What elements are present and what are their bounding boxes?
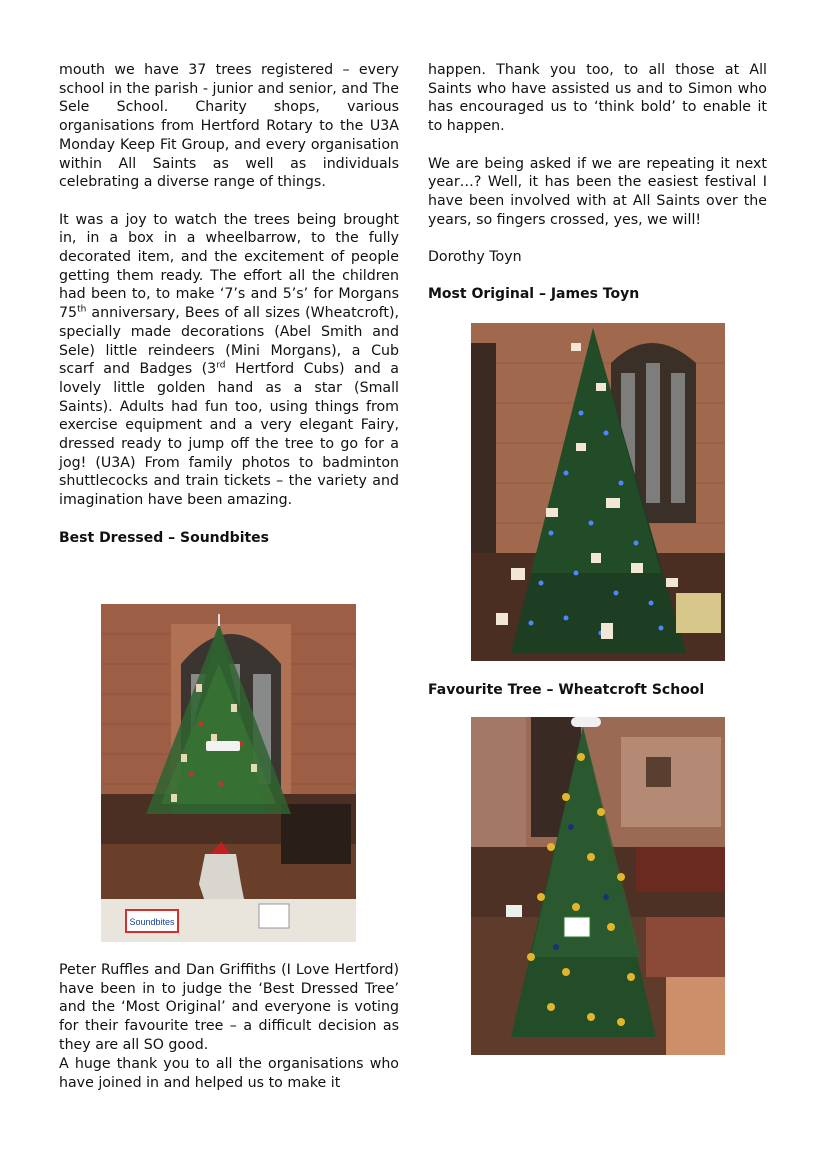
photo-favourite-tree xyxy=(471,717,725,1055)
soundbites-sign: Soundbites xyxy=(129,917,175,927)
left-column xyxy=(59,61,399,547)
left-paragraph-4: A huge thank you to all the organisations who have joined in and helped us to make it xyxy=(59,1056,399,1091)
left-paragraph-2c: Hertford Cubs) and a lovely little golden hand as a star (Small Saints). Adults had fun too, using things from exercise equipment and a very elegant Fairy, dressed ready to jump off the tree to go for a jog! (U3A) From family photos to badminton shuttlecocks and train tickets – the variety and imagination have been amazing. xyxy=(59,361,400,509)
heading-most-original: Most Original – James Toyn xyxy=(428,286,640,303)
right-paragraph-2: We are being asked if we are repeating it next year…? Well, it has been the easiest festival I have been involved with at All Saints over the years, so fingers crossed, yes, we will! xyxy=(428,155,767,228)
right-column xyxy=(428,61,767,304)
left-paragraph-3: Peter Ruffles and Dan Griffiths (I Love Hertford) have been in to judge the ‘Best Dressed Tree’ and the ‘Most Original’ and everyone is voting for their favourite tree – a difficult decision as they are all SO good. xyxy=(59,962,399,1053)
heading-favourite-tree: Favourite Tree – Wheatcroft School xyxy=(428,682,705,698)
left-paragraph-2b: anniversary, Bees of all sizes (Wheatcroft), specially made decorations (Abel Smith and Sele) little reindeers (Mini Morgans), a Cub scarf and Badges (3 xyxy=(59,305,399,378)
left-paragraph-2 xyxy=(59,211,399,510)
sup-th: th xyxy=(77,304,87,315)
left-paragraph-2a: It was a joy to watch the trees being brought in, in a box in a wheelbarrow, to the fully decorated item, and the excitement of people getting them ready. The effort all the children had been to, to make ‘7’s and 5’s’ for Morgans 75 xyxy=(59,211,399,322)
heading-best-dressed: Best Dressed – Soundbites xyxy=(59,529,270,546)
left-paragraph-1: mouth we have 37 trees registered – every school in the parish - junior and senior, and The Sele School. Charity shops, various organisations from Hertford Rotary to the U3A Monday Keep Fit Group, and every organisation within All Saints as well as individuals celebrating a diverse range of things. xyxy=(59,62,399,191)
signature: Dorothy Toyn xyxy=(428,249,522,265)
right-paragraph-1: happen. Thank you too, to all those at All Saints who have assisted us and to Simon who has encouraged us to ‘think bold’ to enable it to happen. xyxy=(428,62,767,135)
sup-rd: rd xyxy=(216,360,226,371)
photo-most-original-tree xyxy=(471,323,725,661)
photo-best-dressed-tree xyxy=(101,604,356,942)
